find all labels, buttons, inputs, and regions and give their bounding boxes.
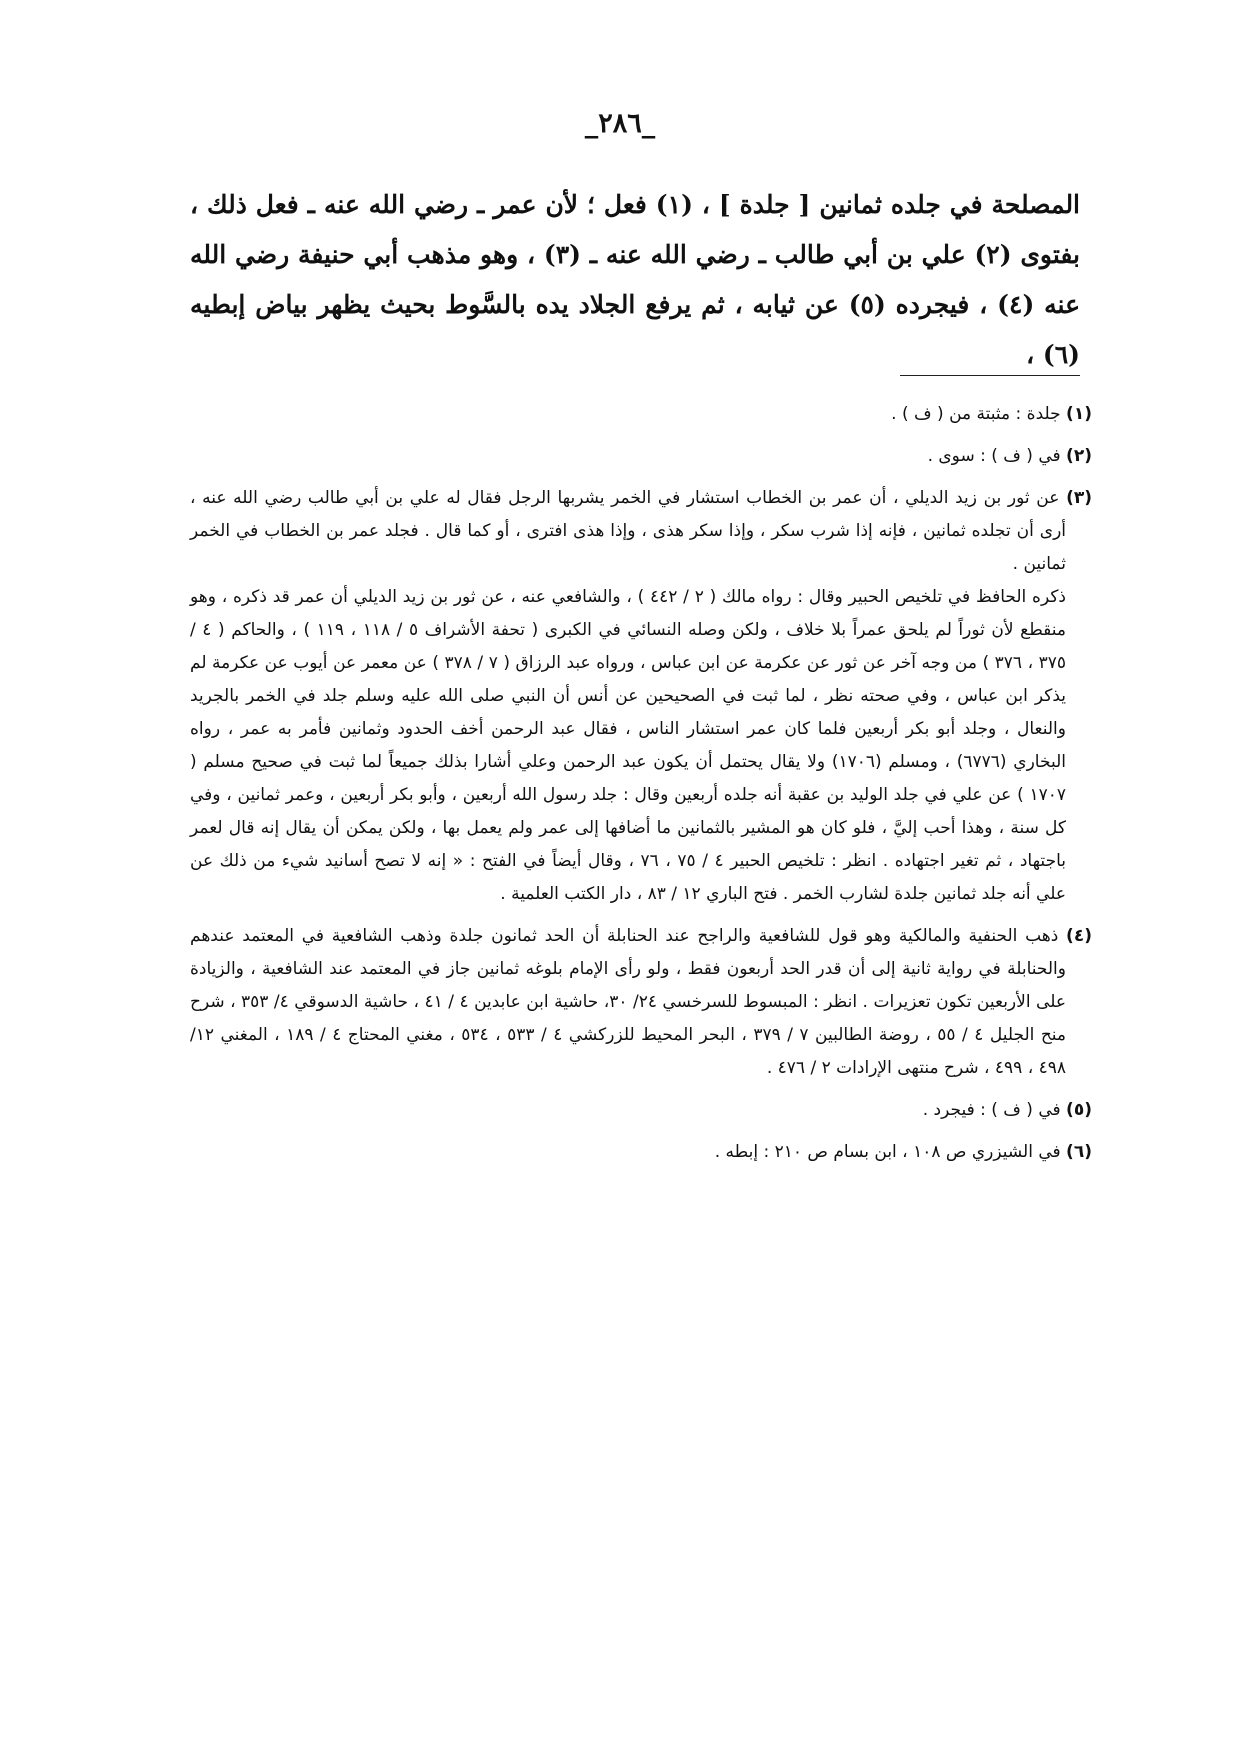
footnote-text: ذهب الحنفية والمالكية وهو قول للشافعية والراجح عند الحنابلة أن الحد ثمانون جلدة وذهب الشافعية في المعتمد عندهم والحنابلة في رواية ثانية إلى أن قدر الحد أربعون فقط ، ولو رأى الإمام بلوغه ثمانين جاز في المعتمد عند الشافعية ، والزيادة على الأربعين تكون تعزيرات . انظر : المبسوط للسرخسي ٢٤/ ٣٠، حاشية ابن عابدين ٤ / ٤١ ، حاشية الدسوقي ٤/ ٣٥٣ ، شرح منح الجليل ٤ / ٥٥ ، روضة الطالبين ٧ / ٣٧٩ ، البحر المحيط للزركشي ٤ / ٥٣٣ ، ٥٣٤ ، مغني المحتاج ٤ / ١٨٩ ، المغني ١٢/ ٤٩٨ ، ٤٩٩ ، شرح منتهى الإرادات ٢ / ٤٧٦ . <box>190 926 1067 1078</box>
footnote-2 <box>190 440 1092 473</box>
footnote-text: في الشيزري ص ١٠٨ ، ابن بسام ص ٢١٠ : إبطه . <box>714 1142 1061 1162</box>
footnote-number: (٣) <box>1066 488 1093 508</box>
page-number: _٢٨٦_ <box>584 108 656 139</box>
footnote-3 <box>190 482 1092 911</box>
footnote-separator <box>900 375 1080 376</box>
footnote-1 <box>190 398 1092 431</box>
footnote-6 <box>190 1136 1092 1169</box>
footnote-number: (٦) <box>1066 1142 1092 1162</box>
footnote-number: (٢) <box>1066 446 1092 466</box>
footnote-text: في ( ف ) : فيجرد . <box>922 1100 1061 1120</box>
footnote-4 <box>190 920 1092 1085</box>
footnote-text: عن ثور بن زيد الديلي ، أن عمر بن الخطاب استشار في الخمر يشربها الرجل فقال له علي بن أبي طالب رضي الله عنه ، أرى أن تجلده ثمانين ، فإنه إذا شرب سكر ، وإذا سكر هذى ، وإذا هذى افترى ، أو كما قال . فجلد عمر بن الخطاب في الخمر ثمانين . <box>190 488 1066 574</box>
footnote-text: جلدة : مثبتة من ( ف ) . <box>891 404 1061 424</box>
footnote-number: (١) <box>1066 404 1092 424</box>
footnote-number: (٥) <box>1066 1100 1092 1120</box>
footnote-number: (٤) <box>1066 926 1092 946</box>
footnotes <box>190 398 1092 1178</box>
footnote-5 <box>190 1094 1092 1127</box>
main-paragraph: المصلحة في جلده ثمانين [ جلدة ] ، (١) فعل ؛ لأن عمر ـ رضي الله عنه ـ فعل ذلك ، بفتوى (٢) علي بن أبي طالب ـ رضي الله عنه ـ (٣) ، وهو مذهب أبي حنيفة رضي الله عنه (٤) ، فيجرده (٥) عن ثيابه ، ثم يرفع الجلاد يده بالسَّوط بحيث يظهر بياض إبطيه (٦) ، <box>190 190 1081 369</box>
footnote-text: في ( ف ) : سوى . <box>927 446 1061 466</box>
main-text <box>190 180 1080 380</box>
footnote-text-continued: ذكره الحافظ في تلخيص الحبير وقال : رواه مالك ( ٢ / ٤٤٢ ) ، والشافعي عنه ، عن ثور بن زيد الديلي أن عمر قد ذكره ، وهو منقطع لأن ثوراً لم يلحق عمراً بلا خلاف ، ولكن وصله النسائي في الكبرى ( تحفة الأشراف ٥ / ١١٨ ، ١١٩ ) ، والحاكم ( ٤ / ٣٧٥ ، ٣٧٦ ) من وجه آخر عن ثور عن عكرمة عن ابن عباس ، ورواه عبد الرزاق ( ٧ / ٣٧٨ ) عن معمر عن أيوب عن عكرمة لم يذكر ابن عباس ، وفي صحته نظر ، لما ثبت في الصحيحين عن أنس أن النبي صلى الله عليه وسلم جلد في الخمر بالجريد والنعال ، وجلد أبو بكر أربعين فلما كان عمر استشار الناس ، فقال عبد الرحمن أخف الحدود وثمانين فأمر به عمر ، رواه البخاري (٦٧٧٦) ، ومسلم (١٧٠٦) ولا يقال يحتمل أن يكون عبد الرحمن وعلي أشارا بذلك جميعاً لما ثبت في صحيح مسلم ( ١٧٠٧ ) عن علي في جلد الوليد بن عقبة أنه جلده أربعين وقال : جلد رسول الله أربعين ، وأبو بكر أربعين ، وعمر ثمانين ، وفي كل سنة ، وهذا أحب إليَّ ، فلو كان هو المشير بالثمانين ما أضافها إلى عمر ولم يعمل بها ، ولكن يمكن أن يقال إنه قال لعمر باجتهاد ، ثم تغير اجتهاده . انظر : تلخيص الحبير ٤ / ٧٥ ، ٧٦ ، وقال أيضاً في الفتح : « إنه لا تصح أسانيد شيء من ذلك عن علي أنه جلد ثمانين جلدة لشارب الخمر . فتح الباري ١٢ / ٨٣ ، دار الكتب العلمية . <box>190 587 1067 904</box>
